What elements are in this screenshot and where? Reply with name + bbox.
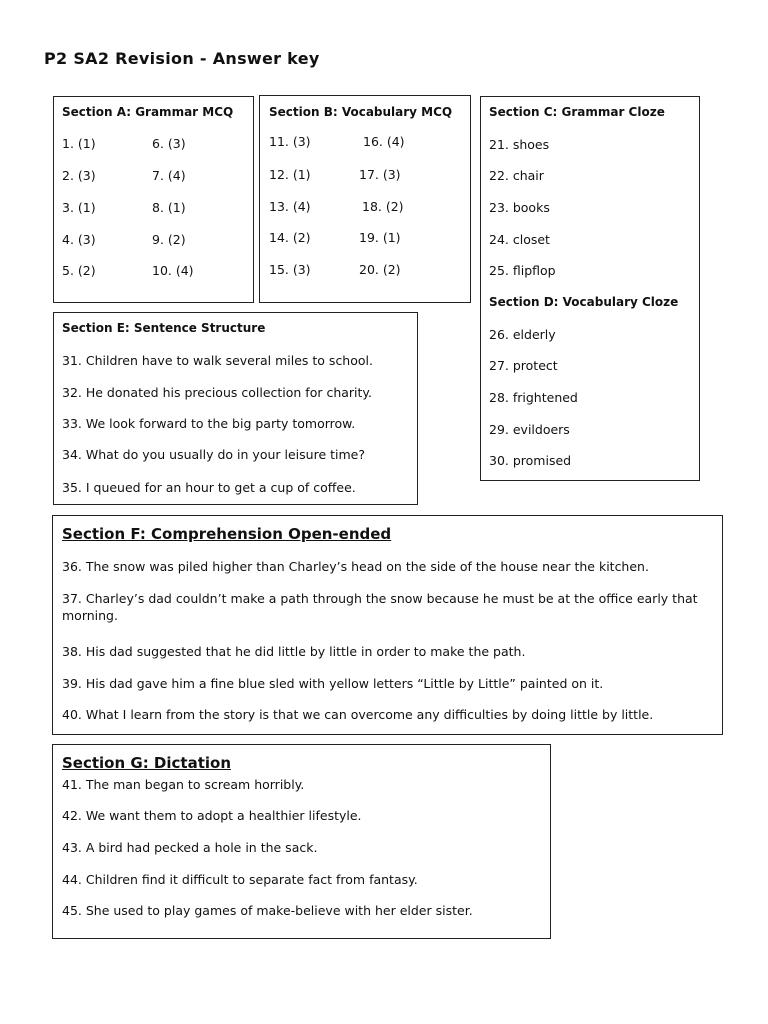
answer-21: 21. shoes (489, 137, 550, 152)
answer-22: 22. chair (489, 168, 544, 183)
answer-29: 29. evildoers (489, 422, 570, 437)
answer-2: 2. (3) (62, 168, 96, 183)
answer-41: 41. The man began to scream horribly. (62, 777, 305, 792)
section-cd-box (480, 96, 700, 481)
answer-11: 11. (3) (269, 134, 311, 149)
section-a-title: Section A: Grammar MCQ (62, 105, 234, 119)
answer-31: 31. Children have to walk several miles to school. (62, 353, 373, 368)
answer-42: 42. We want them to adopt a healthier lifestyle. (62, 808, 362, 823)
answer-15: 15. (3) (269, 262, 311, 277)
section-g-title: Section G: Dictation (62, 754, 231, 772)
answer-1: 1. (1) (62, 136, 96, 151)
answer-4: 4. (3) (62, 232, 96, 247)
answer-37: 37. Charley’s dad couldn’t make a path through the snow because he must be at the office early that morning. (62, 591, 698, 623)
answer-5: 5. (2) (62, 263, 96, 278)
answer-14: 14. (2) (269, 230, 311, 245)
answer-35: 35. I queued for an hour to get a cup of coffee. (62, 480, 356, 495)
answer-19: 19. (1) (359, 230, 401, 245)
answer-44: 44. Children find it difficult to separate fact from fantasy. (62, 872, 418, 887)
section-a-box (53, 96, 254, 303)
answer-8: 8. (1) (152, 200, 186, 215)
section-d-title: Section D: Vocabulary Cloze (489, 295, 679, 309)
answer-43: 43. A bird had pecked a hole in the sack. (62, 840, 318, 855)
answer-30: 30. promised (489, 453, 572, 468)
answer-13: 13. (4) (269, 199, 311, 214)
answer-24: 24. closet (489, 232, 550, 247)
answer-38: 38. His dad suggested that he did little by little in order to make the path. (62, 644, 526, 659)
section-g-box (52, 744, 551, 939)
section-e-box (53, 312, 418, 505)
answer-27: 27. protect (489, 358, 558, 373)
answer-33: 33. We look forward to the big party tomorrow. (62, 416, 356, 431)
section-e-title: Section E: Sentence Structure (62, 321, 266, 335)
answer-36: 36. The snow was piled higher than Charley’s head on the side of the house near the kitchen. (62, 559, 649, 574)
answer-18: 18. (2) (362, 199, 404, 214)
answer-12: 12. (1) (269, 167, 311, 182)
section-b-box (259, 95, 471, 303)
answer-40: 40. What I learn from the story is that we can overcome any difficulties by doing little by little. (62, 707, 654, 722)
answer-20: 20. (2) (359, 262, 401, 277)
section-f-title: Section F: Comprehension Open-ended (62, 525, 392, 543)
answer-28: 28. frightened (489, 390, 578, 405)
answer-10: 10. (4) (152, 263, 194, 278)
answer-45: 45. She used to play games of make-believe with her elder sister. (62, 903, 473, 918)
answer-3: 3. (1) (62, 200, 96, 215)
section-f-box (52, 515, 723, 735)
page-title: P2 SA2 Revision - Answer key (44, 49, 320, 68)
answer-17: 17. (3) (359, 167, 401, 182)
answer-32: 32. He donated his precious collection for charity. (62, 385, 373, 400)
answer-25: 25. flipflop (489, 263, 556, 278)
answer-9: 9. (2) (152, 232, 186, 247)
answer-6: 6. (3) (152, 136, 186, 151)
answer-16: 16. (4) (363, 134, 405, 149)
answer-26: 26. elderly (489, 327, 556, 342)
answer-34: 34. What do you usually do in your leisure time? (62, 447, 365, 462)
answer-23: 23. books (489, 200, 550, 215)
section-b-title: Section B: Vocabulary MCQ (269, 105, 453, 119)
answer-39: 39. His dad gave him a fine blue sled with yellow letters “Little by Little” painted on it. (62, 676, 604, 691)
section-c-title: Section C: Grammar Cloze (489, 105, 665, 119)
answer-7: 7. (4) (152, 168, 186, 183)
